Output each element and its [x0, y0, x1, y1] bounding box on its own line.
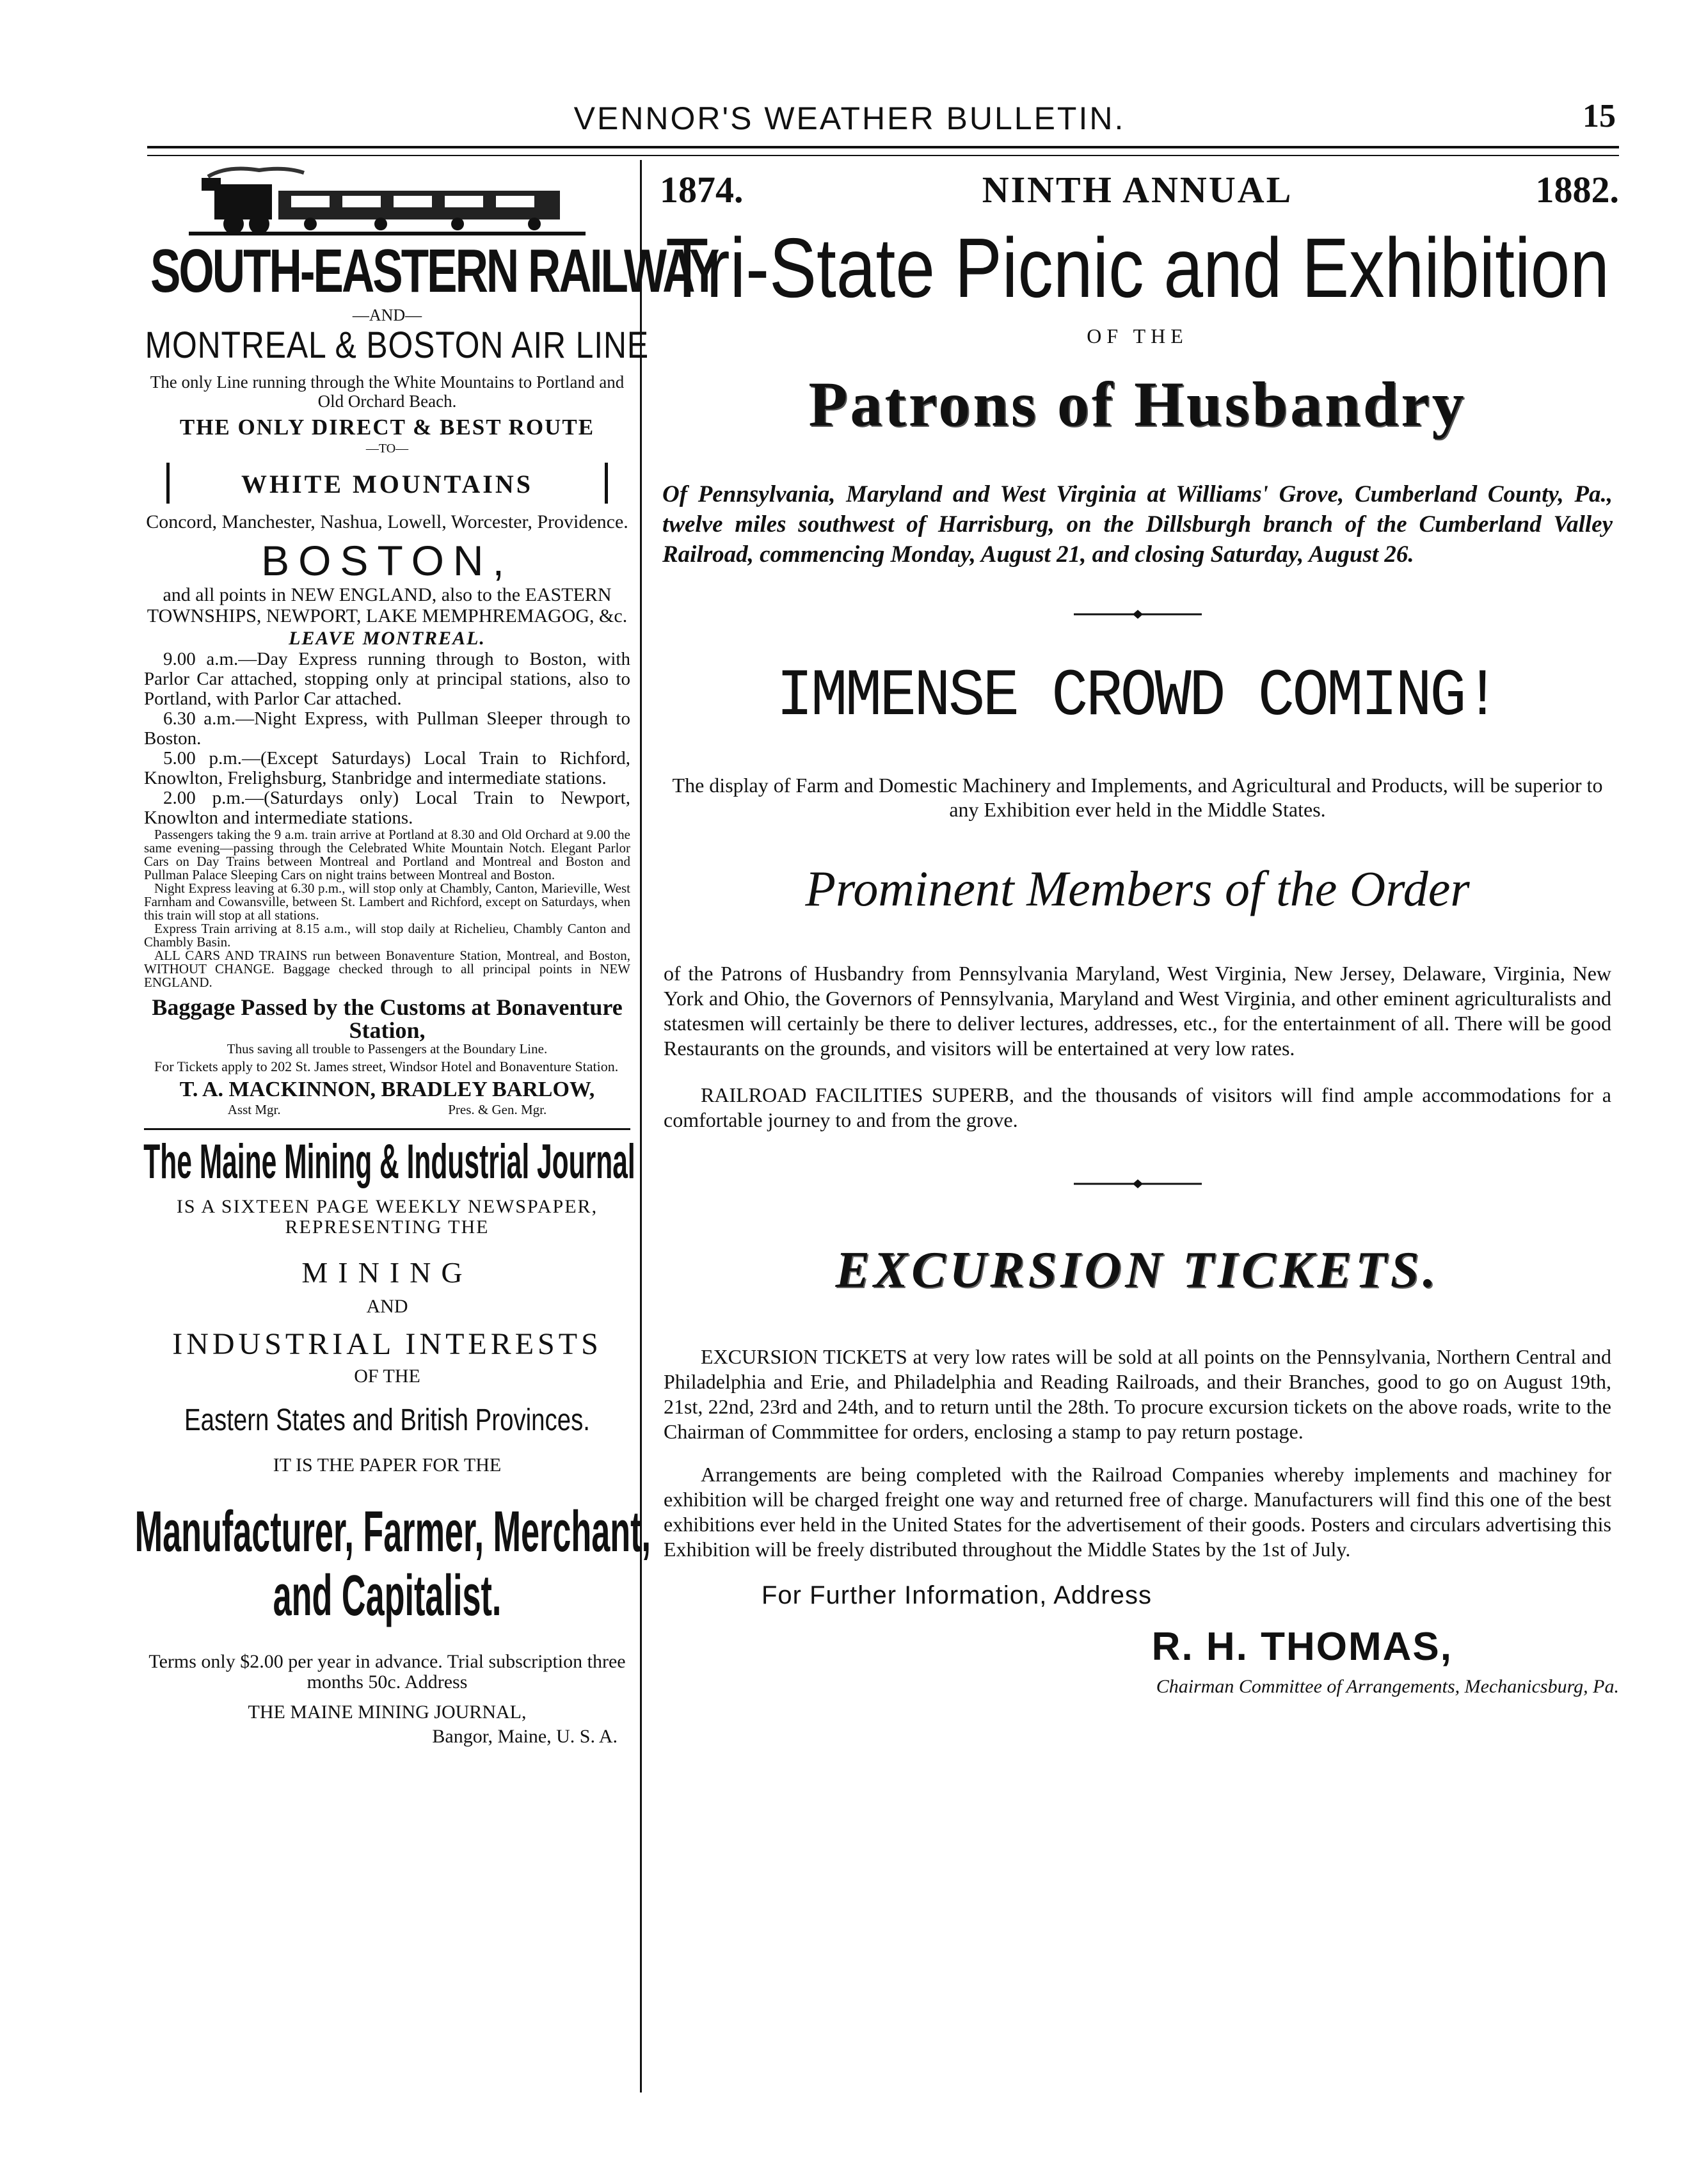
right-column	[656, 163, 1619, 1698]
journal-audience-line1: Manufacturer, Farmer, Merchant,	[134, 1500, 651, 1564]
officer-title: Pres. & Gen. Mgr.	[448, 1102, 547, 1117]
order-name: Patrons of Husbandry	[808, 369, 1467, 440]
annual-label: NINTH ANNUAL	[982, 169, 1293, 211]
officer-title: Asst Mgr.	[227, 1102, 281, 1117]
journal-industrial: INDUSTRIAL INTERESTS	[172, 1327, 602, 1361]
fine-print-item: Night Express leaving at 6.30 p.m., will stop only at Chambly, Canton, Marieville, West Farnham and Cowansville, between St. Lambert and Richford, except on Saturdays, when this train will stop at all stations.	[144, 881, 630, 923]
year-end: 1882.	[1535, 169, 1619, 211]
column-divider	[640, 160, 642, 2092]
immense-crowd-heading: IMMENSE CROWD COMING!	[776, 659, 1499, 735]
baggage-notice: Baggage Passed by the Customs at Bonaventure Station,	[152, 994, 623, 1043]
railroad-paragraph: RAILROAD FACILITIES SUPERB, and the thousands of visitors will find ample accommodations for a comfortable journey to and from the grove.	[664, 1083, 1611, 1131]
top-rule	[147, 146, 1619, 148]
journal-and: AND	[366, 1296, 408, 1317]
ornament-divider	[1074, 1177, 1202, 1190]
page-number: 15	[1583, 98, 1616, 134]
railway-cities: Concord, Manchester, Nashua, Lowell, Worcester, Providence.	[146, 511, 628, 532]
railway-subtitle: MONTREAL & BOSTON AIR LINE	[145, 324, 649, 366]
schedule-item: 6.30 a.m.—Night Express, with Pullman Sleeper through to Boston.	[144, 708, 630, 749]
leave-montreal: LEAVE MONTREAL.	[289, 628, 486, 649]
contact-title: Chairman Committee of Arrangements, Mechanicsburg, Pa.	[1156, 1676, 1619, 1697]
running-head	[0, 96, 1699, 147]
excursion-paragraph: EXCURSION TICKETS at very low rates will be sold at all points on the Pennsylvania, Northern Central and Philadelphia and Erie, and Philadelphia and Reading Railroads, and their Branches, good to go on August 19th, 21st, 22nd, 23rd and 24th, and to return until the 28th. To procure excursion tickets on the above roads, write to the Chairman of Commmittee for orders, enclosing a stamp to pay return postage.	[664, 1345, 1611, 1443]
train-schedule	[144, 650, 630, 828]
railway-to: —TO—	[365, 442, 409, 456]
journal-description: IS A SIXTEEN PAGE WEEKLY NEWSPAPER, REPRESENTING THE	[176, 1196, 598, 1238]
journal-audience-line2: and Capitalist.	[273, 1564, 502, 1628]
main-title: Tri-State Picnic and Exhibition	[666, 221, 1609, 315]
train-illustration	[189, 165, 586, 242]
journal-paper-for: IT IS THE PAPER FOR THE	[273, 1455, 502, 1476]
year-start: 1874.	[660, 169, 744, 211]
boundary-notice: Thus saving all trouble to Passengers at the Boundary Line.	[227, 1041, 548, 1056]
members-paragraph: of the Patrons of Husbandry from Pennsylvania Maryland, West Virginia, New Jersey, Delaware, Virginia, New York and Ohio, the Governors of Pennsylvania, Maryland and West Virginia, and other eminent agriculturalists and statesmen will certainly be there to deliver lectures, addresses, etc., for the entertainment of all. There will be good Restaurants on the grounds, and visitors will be entertained at very low rates.	[664, 962, 1611, 1060]
railway-officers: T. A. MACKINNON, BRADLEY BARLOW,	[179, 1078, 595, 1101]
of-the: OF THE	[1087, 324, 1188, 347]
further-information: For Further Information, Address	[762, 1581, 1153, 1609]
intro-paragraph: Of Pennsylvania, Maryland and West Virginia at Williams' Grove, Cumberland County, Pa., twelve miles southwest of Harrisburg, on the Dillsburgh branch of the Cumberland Valley Railroad, commencing Monday, August 21, and closing Saturday, August 26.	[662, 481, 1613, 568]
ticket-info: For Tickets apply to 202 St. James street, Windsor Hotel and Bonaventure Station.	[154, 1058, 619, 1074]
boston-heading: BOSTON,	[261, 537, 513, 584]
railway-route-line: THE ONLY DIRECT & BEST ROUTE	[179, 415, 595, 440]
contact-name: R. H. THOMAS,	[1151, 1625, 1453, 1669]
fine-print-item: Express Train arriving at 8.15 a.m., will stop daily at Richelieu, Chambly Canton and Chambly Basin.	[144, 921, 630, 950]
journal-eastern: Eastern States and British Provinces.	[184, 1403, 590, 1437]
excursion-heading: EXCURSION TICKETS.	[835, 1242, 1440, 1298]
fine-print	[144, 828, 630, 989]
display-paragraph: The display of Farm and Domestic Machinery and Implements, and Agricultural and Products, will be superior to any Exhibition ever held in the Middle States.	[672, 774, 1603, 821]
year-line	[656, 163, 1619, 214]
white-mountains-label: WHITE MOUNTAINS	[241, 470, 533, 498]
schedule-item: 9.00 a.m.—Day Express running through to Boston, with Parlor Car attached, stopping only at principal stations, also to Portland, with Parlor Car attached.	[144, 649, 630, 709]
railway-title: SOUTH-EASTERN RAILWAY	[150, 237, 718, 305]
schedule-item: 2.00 p.m.—(Saturdays only) Local Train to Newport, Knowlton and intermediate stations.	[144, 788, 630, 828]
fine-print-item: Passengers taking the 9 a.m. train arrive at Portland at 8.30 and Old Orchard at 9.00 the same evening—passing through the Celebrated White Mountain Notch. Elegant Parlor Cars on Day Trains between Montreal and Portland and Montreal and Boston and Pullman Palace Sleeping Cars on night trains between Montreal and Boston.	[144, 827, 630, 882]
railway-description: The only Line running through the White Mountains to Portland and Old Orchard Beach.	[150, 372, 625, 411]
railway-and: —AND—	[352, 306, 422, 324]
arrangements-paragraph: Arrangements are being completed with the Railroad Companies whereby implements and machiney for exhibition will be charged freight one way and returned free of charge. Manufacturers will find this one of the best exhibitions ever held in the United States for the advertisement of their goods. Posters and circulars advertising this Exhibition will be freely distributed throughout the Middle States by the 1st of July.	[664, 1463, 1611, 1561]
schedule-item: 5.00 p.m.—(Except Saturdays) Local Train to Richford, Knowlton, Frelighsburg, Stanbridge and intermediate stations.	[144, 748, 630, 788]
railway-new-england: and all points in NEW ENGLAND, also to the EASTERN TOWNSHIPS, NEWPORT, LAKE MEMPHREMAGOG, &c.	[147, 584, 628, 626]
top-rule-thin	[147, 155, 1619, 156]
running-title: VENNOR'S WEATHER BULLETIN.	[573, 100, 1126, 136]
ornament-divider	[1074, 608, 1202, 621]
journal-city: Bangor, Maine, U. S. A.	[432, 1726, 618, 1747]
journal-title: The Maine Mining & Industrial Journal	[143, 1135, 635, 1189]
journal-terms: Terms only $2.00 per year in advance. Trial subscription three months 50c. Address	[148, 1651, 626, 1693]
fine-print-item: ALL CARS AND TRAINS run between Bonaventure Station, Montreal, and Boston, WITHOUT CHANGE. Baggage checked through to all principal points in NEW ENGLAND.	[144, 948, 630, 990]
section-rule	[144, 1128, 630, 1130]
journal-of-the: OF THE	[354, 1366, 420, 1387]
journal-address: THE MAINE MINING JOURNAL,	[248, 1702, 527, 1723]
prominent-heading: Prominent Members of the Order	[805, 861, 1470, 916]
officer-titles	[144, 1102, 630, 1118]
journal-mining: MINING	[301, 1256, 473, 1289]
white-mountains-box	[166, 463, 608, 504]
